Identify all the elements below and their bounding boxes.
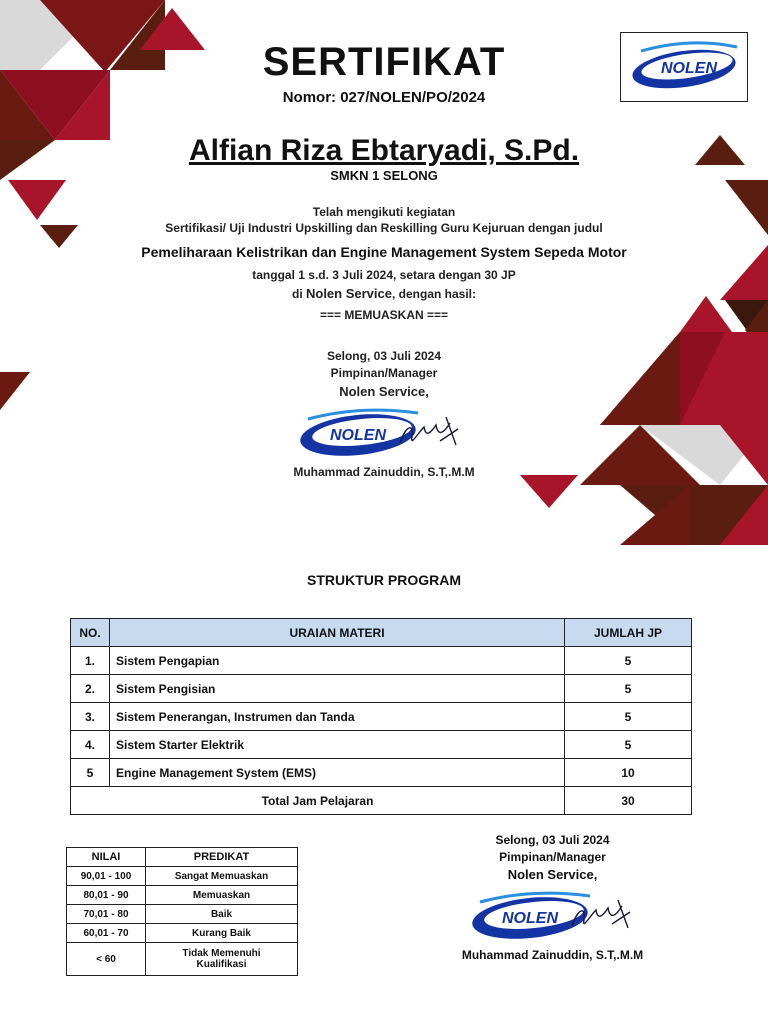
grade-nilai: 60,01 - 70 xyxy=(67,924,146,943)
signer-name: Muhammad Zainuddin, S.T,.M.M xyxy=(293,465,475,479)
second-signature-stamp xyxy=(472,888,642,948)
intro-line: Telah mengikuti kegiatan xyxy=(312,205,456,219)
table-row xyxy=(71,703,692,731)
row-materi: Sistem Starter Elektrik xyxy=(110,731,565,759)
sign-role: Pimpinan/Manager xyxy=(330,366,438,380)
table-row xyxy=(71,731,692,759)
signature-stamp xyxy=(300,405,470,465)
place-prefix: di xyxy=(291,287,306,301)
recipient-school: SMKN 1 SELONG xyxy=(330,168,438,183)
svg-text:NOLEN: NOLEN xyxy=(330,427,386,444)
course-title: Pemeliharaan Kelistrikan dan Engine Management System Sepeda Motor xyxy=(141,244,627,260)
table-row xyxy=(67,867,298,886)
certificate-number: Nomor: 027/NOLEN/PO/2024 xyxy=(282,89,486,106)
row-no: 5 xyxy=(71,759,110,787)
result-text: === MEMUASKAN === xyxy=(319,308,449,322)
row-no: 1. xyxy=(71,647,110,675)
grade-predikat: Kurang Baik xyxy=(146,924,298,943)
recipient-name: Alfian Riza Ebtaryadi, S.Pd. xyxy=(188,134,580,167)
grade-nilai: 90,01 - 100 xyxy=(67,867,146,886)
grade-nilai: 70,01 - 80 xyxy=(67,905,146,924)
grade-nilai: 80,01 - 90 xyxy=(67,886,146,905)
sign-company-name: Nolen Service xyxy=(339,384,426,399)
table-row xyxy=(67,886,298,905)
second-sign-role: Pimpinan/Manager xyxy=(499,850,606,864)
sign-place-date: Selong, 03 Juli 2024 xyxy=(326,349,442,363)
grading-table xyxy=(66,847,298,976)
row-jp: 5 xyxy=(565,675,692,703)
row-jp: 5 xyxy=(565,647,692,675)
second-signature-logo xyxy=(472,888,642,943)
row-no: 2. xyxy=(71,675,110,703)
second-sign-company-name: Nolen Service xyxy=(507,867,594,882)
table-row xyxy=(67,905,298,924)
activity-line: Sertifikasi/ Uji Industri Upskilling dan Reskilling Guru Kejuruan dengan judul xyxy=(165,221,603,235)
program-header-row xyxy=(71,619,692,647)
second-signer-name: Muhammad Zainuddin, S.T,.M.M xyxy=(461,948,644,962)
total-label: Total Jam Pelajaran xyxy=(71,787,565,815)
total-row xyxy=(71,787,692,815)
grading-header-row xyxy=(67,848,298,867)
grade-predikat: Memuaskan xyxy=(146,886,298,905)
svg-text:NOLEN: NOLEN xyxy=(661,60,717,77)
row-no: 3. xyxy=(71,703,110,731)
table-row xyxy=(67,943,298,976)
total-value: 30 xyxy=(565,787,692,815)
col-materi: URAIAN MATERI xyxy=(110,619,565,647)
second-sign-place-date: Selong, 03 Juli 2024 xyxy=(495,833,610,847)
grade-predikat: Baik xyxy=(146,905,298,924)
second-sign-company xyxy=(415,867,690,882)
grade-nilai: < 60 xyxy=(67,943,146,976)
row-materi: Sistem Penerangan, Instrumen dan Tanda xyxy=(110,703,565,731)
grade-predikat: Sangat Memuaskan xyxy=(146,867,298,886)
row-materi: Sistem Pengapian xyxy=(110,647,565,675)
table-row xyxy=(71,647,692,675)
row-materi: Engine Management System (EMS) xyxy=(110,759,565,787)
grade-predikat: Tidak Memenuhi Kualifikasi xyxy=(146,943,298,976)
certificate-title: SERTIFIKAT xyxy=(262,40,506,84)
signature-logo xyxy=(300,405,470,460)
table-row xyxy=(71,759,692,787)
row-no: 4. xyxy=(71,731,110,759)
place-line xyxy=(0,286,768,301)
col-predikat: PREDIKAT xyxy=(146,848,298,867)
row-jp: 5 xyxy=(565,731,692,759)
sign-company xyxy=(0,384,768,399)
sign-company-suffix: , xyxy=(425,384,429,399)
place-name: Nolen Service xyxy=(305,286,392,301)
col-jp: JUMLAH JP xyxy=(565,619,692,647)
program-table xyxy=(70,618,692,815)
svg-text:NOLEN: NOLEN xyxy=(502,910,558,927)
row-materi: Sistem Pengisian xyxy=(110,675,565,703)
date-line: tanggal 1 s.d. 3 Juli 2024, setara dengan 30 JP xyxy=(252,268,516,282)
table-row xyxy=(71,675,692,703)
row-jp: 10 xyxy=(565,759,692,787)
second-sign-company-suffix: , xyxy=(593,867,598,882)
row-jp: 5 xyxy=(565,703,692,731)
col-no: NO. xyxy=(71,619,110,647)
program-title: STRUKTUR PROGRAM xyxy=(307,572,461,588)
table-row xyxy=(67,924,298,943)
place-suffix: , dengan hasil: xyxy=(391,287,476,301)
col-nilai: NILAI xyxy=(67,848,146,867)
